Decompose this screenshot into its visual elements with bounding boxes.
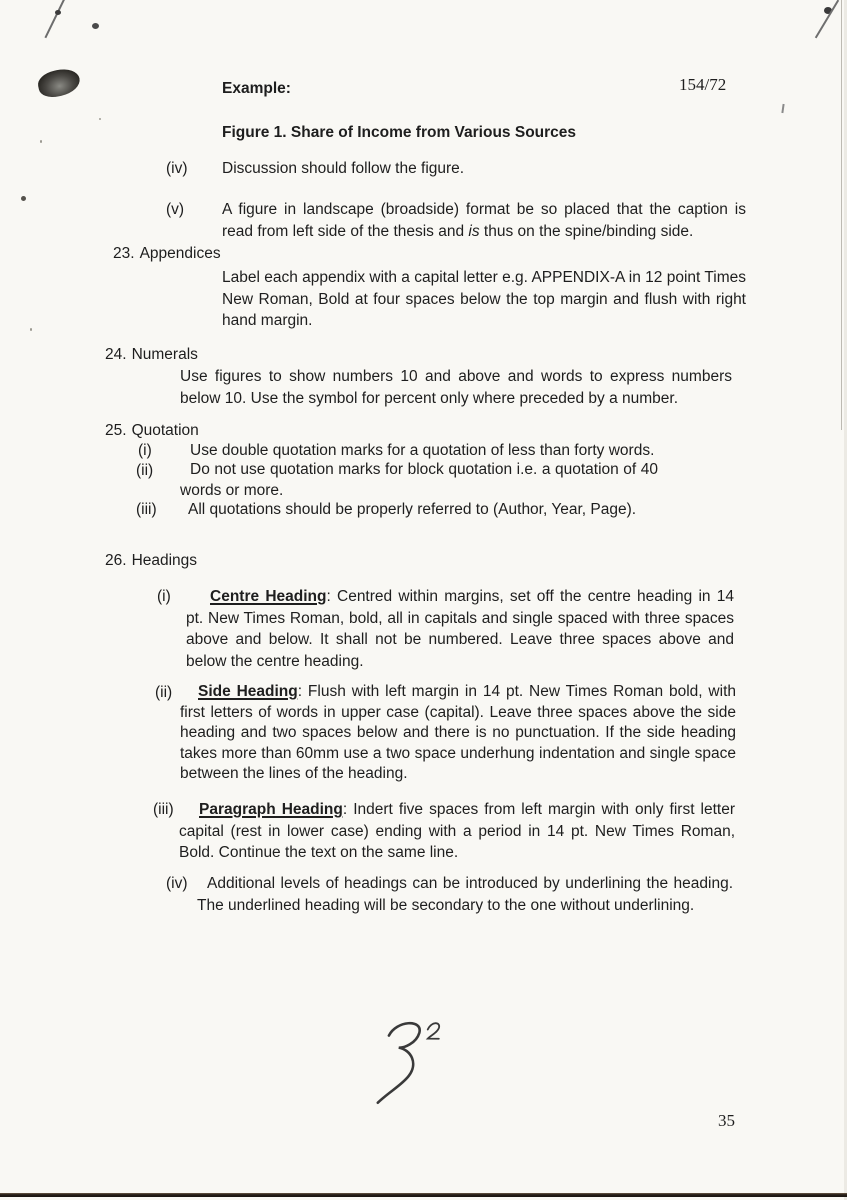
section-paragraph: Label each appendix with a capital letter e.g. APPENDIX-A in 12 point Times New Roman, Bold at four spaces below the top margin and flush with right hand margin. bbox=[222, 269, 746, 329]
pen-stroke-top-left bbox=[44, 0, 65, 38]
run-in-heading: Side Heading bbox=[198, 683, 298, 700]
list-marker: (i) bbox=[157, 588, 171, 605]
list-item: Do not use quotation marks for block quotation i.e. a quotation of 40 words or more. bbox=[180, 461, 658, 499]
section-title: Numerals bbox=[131, 346, 198, 363]
section-heading bbox=[105, 550, 197, 571]
list-item-text: : Flush with left margin in 14 pt. New Times Roman bold, with first letters of words in upper case (capital). Leave three spaces above the side heading and two spaces below and there is no punctuation. If the side heading takes more than 60mm use a two space underhung indentation and single space between the lines of the heading. bbox=[180, 683, 737, 782]
list-item bbox=[179, 799, 735, 864]
handwriting-svg bbox=[368, 1012, 455, 1112]
section-heading bbox=[105, 420, 199, 441]
section-title: Quotation bbox=[131, 422, 199, 439]
list-marker: (ii) bbox=[136, 462, 154, 479]
pen-tick bbox=[781, 104, 784, 113]
list-marker: (iv) bbox=[166, 875, 188, 892]
example-label: Example: bbox=[222, 80, 291, 97]
list-marker: (ii) bbox=[155, 684, 173, 701]
doc-ref-number: 154/72 bbox=[679, 75, 727, 94]
list-item-italic: is bbox=[468, 222, 480, 240]
list-item bbox=[197, 873, 733, 916]
speck bbox=[30, 328, 32, 331]
section-heading bbox=[105, 344, 198, 365]
list-item-text: thus on the spine/binding side. bbox=[479, 222, 694, 240]
list-marker: (iv) bbox=[166, 160, 188, 177]
section-number: 26. bbox=[105, 552, 127, 569]
scan-line bbox=[841, 0, 842, 430]
handwritten-mark-text bbox=[455, 1020, 456, 1021]
ink-dot bbox=[92, 23, 99, 29]
section-title: Appendices bbox=[139, 245, 221, 262]
list-marker: (i) bbox=[138, 442, 152, 459]
handwritten-mark-3-squared bbox=[367, 1012, 455, 1117]
list-item: Discussion should follow the figure. bbox=[222, 160, 465, 177]
list-item bbox=[222, 199, 746, 242]
section-number: 23. bbox=[113, 245, 135, 262]
list-item-text: Additional levels of headings can be introduced by underlining the heading. The underlined heading will be secondary to the one without underlining. bbox=[197, 875, 733, 914]
run-in-heading: Paragraph Heading bbox=[199, 801, 343, 818]
list-item: Use double quotation marks for a quotation of less than forty words. bbox=[190, 442, 655, 459]
ink-blob bbox=[36, 66, 82, 100]
figure-caption: Figure 1. Share of Income from Various Sources bbox=[222, 124, 577, 141]
run-in-heading: Centre Heading bbox=[210, 588, 327, 605]
section-number: 25. bbox=[105, 422, 127, 439]
list-marker: (iii) bbox=[153, 801, 174, 818]
list-item-text: A figure in landscape (broadside) format be so placed that the caption is read from left side of the thesis and bbox=[222, 201, 746, 240]
list-item-text: : Centred within margins, set off the centre heading in 14 pt. New Times Roman, bold, all in capitals and single spaced with three spaces above and below. It shall not be numbered. Leave three spaces above and below the centre heading. bbox=[186, 588, 734, 670]
speck bbox=[40, 140, 42, 143]
section-heading bbox=[113, 243, 221, 264]
ink-dot bbox=[21, 196, 26, 201]
section-paragraph: Use figures to show numbers 10 and above and words to express numbers below 10. Use the symbol for percent only where preceded by a number. bbox=[180, 368, 732, 407]
list-marker: (iii) bbox=[136, 501, 157, 518]
pen-stroke-top-right bbox=[815, 0, 839, 38]
section-title: Headings bbox=[131, 552, 198, 569]
scan-bottom-edge bbox=[0, 1193, 847, 1197]
ink-dot bbox=[55, 10, 61, 15]
page-number: 35 bbox=[718, 1111, 735, 1130]
list-item bbox=[180, 682, 736, 785]
list-marker: (v) bbox=[166, 201, 185, 218]
list-item-text: : Indert five spaces from left margin with only first letter capital (rest in lower case) ending with a period in 14 pt. New Times Roman, Bold. Continue the text on the same line. bbox=[179, 801, 736, 861]
speck bbox=[99, 118, 101, 120]
section-number: 24. bbox=[105, 346, 127, 363]
list-item: All quotations should be properly referred to (Author, Year, Page). bbox=[188, 501, 637, 518]
list-item bbox=[186, 586, 734, 672]
